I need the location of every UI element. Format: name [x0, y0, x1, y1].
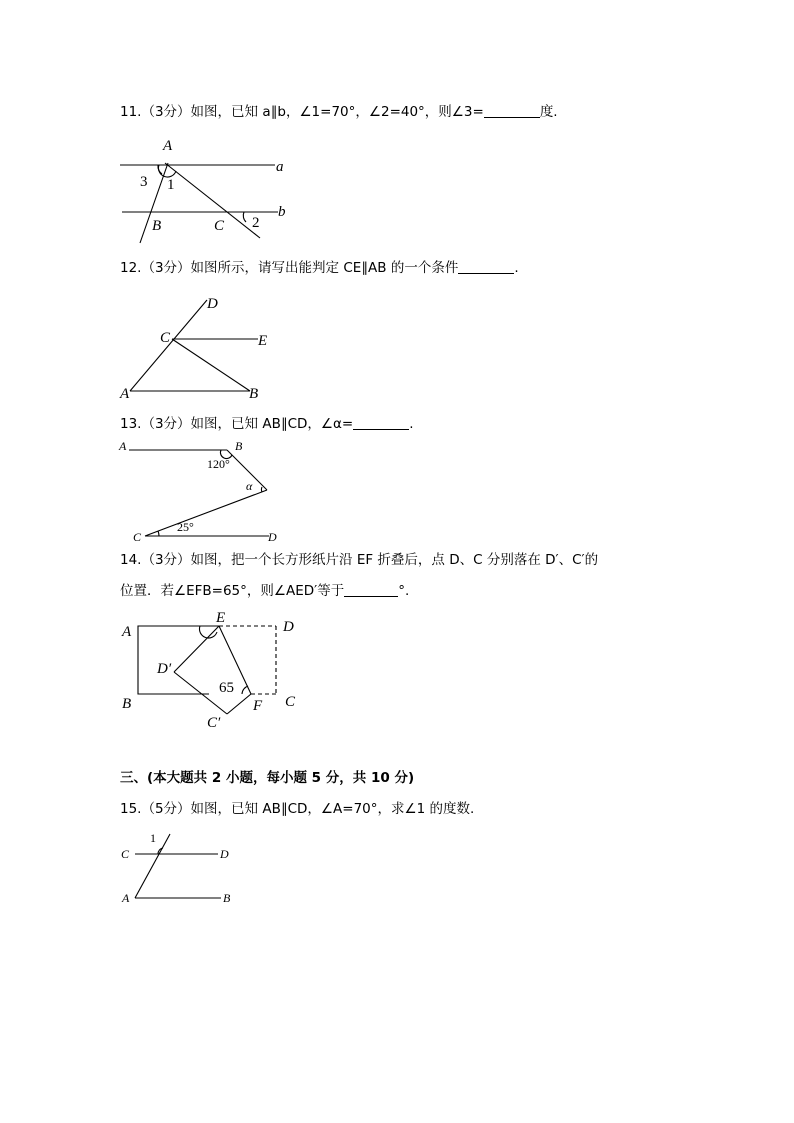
label-b: b [278, 204, 286, 220]
label-angle-2: 2 [252, 215, 260, 231]
q13-suffix: . [409, 416, 414, 432]
q11-suffix: 度. [539, 104, 558, 120]
label-A: A [122, 624, 132, 640]
label-alpha: α [246, 479, 253, 493]
label-B: B [122, 696, 132, 712]
line-cb [172, 339, 250, 391]
answer-blank [484, 103, 540, 118]
label-C: C [121, 847, 130, 861]
label-A: A [122, 891, 130, 905]
answer-blank [458, 259, 514, 274]
label-angle-1: 1 [167, 177, 175, 193]
answer-blank [353, 415, 409, 430]
label-angle-25: 25° [177, 520, 194, 534]
label-angle-65: 65 [219, 680, 234, 696]
label-A: A [163, 138, 173, 154]
label-angle-120: 120° [207, 457, 230, 471]
label-B: B [249, 386, 259, 402]
label-D: D [220, 847, 229, 861]
angle-65-arc [242, 686, 248, 694]
label-D-prime: D′ [157, 661, 172, 677]
label-F: F [253, 698, 263, 714]
label-C-prime: C′ [207, 715, 221, 731]
section-3-heading: 三、(本大题共 2 小题，每小题 5 分，共 10 分) [120, 770, 415, 786]
label-B: B [235, 439, 243, 453]
figure-q11 [110, 132, 310, 244]
question-14-line-2 [120, 581, 409, 601]
label-C: C [214, 218, 225, 234]
edge-c-prime-f [227, 694, 251, 714]
question-14-line-1: 14.（3分）如图，把一个长方形纸片沿 EF 折叠后，点 D、C 分别落在 D′、C′的 [120, 552, 599, 568]
angle-alpha-arc [261, 487, 262, 492]
label-A: A [120, 386, 130, 402]
label-angle-3: 3 [140, 174, 148, 190]
q12-suffix: . [514, 260, 519, 276]
label-C: C [160, 330, 171, 346]
q14-suffix: °. [398, 583, 410, 599]
angle-25-arc [158, 531, 159, 536]
label-a: a [276, 159, 284, 175]
label-B: B [152, 218, 162, 234]
label-D: D [283, 619, 294, 635]
angle-2-arc [243, 212, 246, 222]
question-12 [120, 258, 519, 278]
answer-blank [344, 582, 398, 597]
label-C: C [133, 530, 142, 544]
label-C: C [285, 694, 296, 710]
q14-text: 位置．若∠EFB=65°，则∠AED′等于 [120, 583, 345, 599]
q12-text: 12.（3分）如图所示，请写出能判定 CE∥AB 的一个条件 [120, 260, 459, 276]
line-ac [165, 163, 260, 238]
question-11 [120, 102, 558, 122]
label-B: B [223, 891, 231, 905]
q13-text: 13.（3分）如图，已知 AB∥CD，∠α= [120, 416, 354, 432]
figure-q13 [115, 437, 290, 545]
edge-ed-prime [174, 626, 219, 672]
figure-q12 [115, 290, 285, 402]
rectangle-left [138, 626, 219, 694]
q11-text: 11.（3分）如图，已知 a∥b，∠1=70°，∠2=40°，则∠3= [120, 104, 484, 120]
figure-q14 [115, 607, 305, 732]
label-E: E [216, 610, 226, 626]
label-A: A [119, 439, 127, 453]
question-15: 15.（5分）如图，已知 AB∥CD，∠A=70°，求∠1 的度数. [120, 801, 475, 817]
label-D: D [207, 296, 218, 312]
question-13 [120, 414, 414, 434]
label-angle-1: 1 [150, 831, 156, 845]
label-D: D [268, 530, 277, 544]
figure-q15 [115, 826, 240, 910]
line-vertex-c [145, 490, 267, 536]
label-E: E [258, 333, 268, 349]
